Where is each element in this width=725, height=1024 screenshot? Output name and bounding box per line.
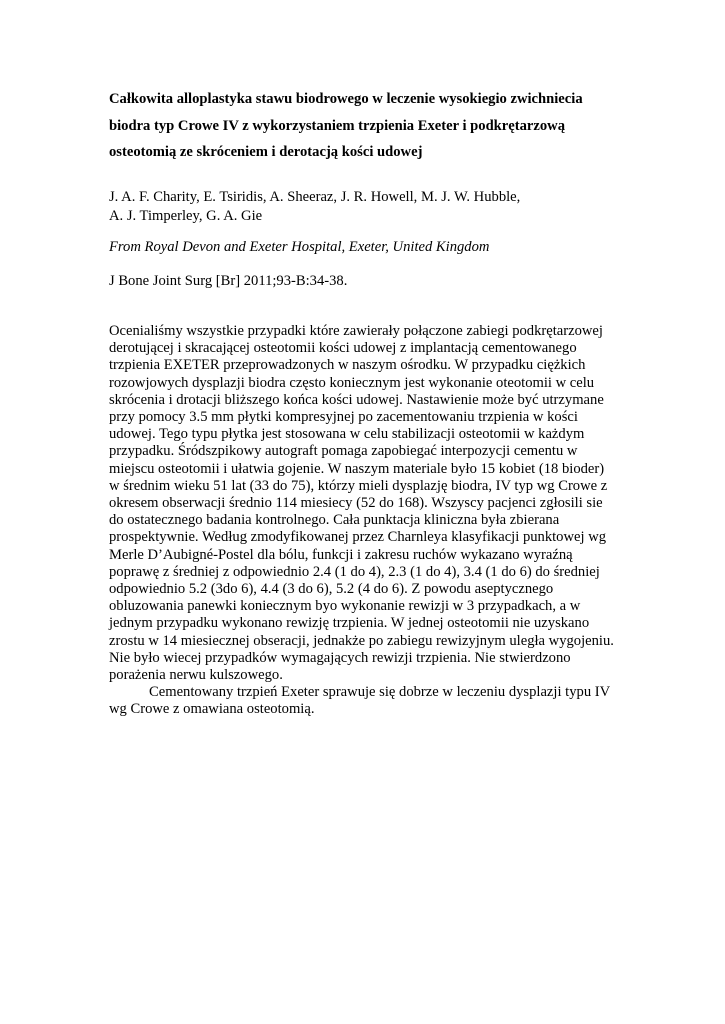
- title-line: Całkowita alloplastyka stawu biodrowego w leczenie wysokiegio zwichniecia: [109, 91, 583, 107]
- author-list: [109, 188, 629, 226]
- abstract-line: rozowjowych dysplazji biodra często koniecznym jest wykonanie oteotomii w celu: [109, 374, 595, 391]
- abstract-line: trzpienia EXETER przeprowadzonych w naszym ośrodku. W przypadku ciężkich: [109, 357, 586, 374]
- abstract-line: Nie było wiecej przypadków wymagających rewizji trzpienia. Nie stwierdzono: [109, 649, 571, 666]
- abstract-line: w średnim wieku 51 lat (33 do 75), którzy mieli dysplazję biodra, IV typ wg Crowe z: [109, 477, 608, 494]
- affiliation: From Royal Devon and Exeter Hospital, Exeter, United Kingdom: [109, 239, 490, 255]
- abstract-line: jednym przypadku wykonano rewizję trzpienia. W jednej osteotomii nie uzyskano: [109, 615, 590, 632]
- author-line: A. J. Timperley, G. A. Gie: [109, 208, 263, 224]
- abstract-line: udowej. Tego typu płytka jest stosowana w celu stabilizacji osteotomii w każdym: [109, 426, 585, 443]
- abstract-line: do ostatecznego badania kontrolnego. Cała punktacja kliniczna była zbierana: [109, 512, 560, 529]
- abstract-line: obluzowania panewki koniecznym byo wykonanie rewizji w 3 przypadkach, a w: [109, 598, 581, 615]
- abstract-line: przypadku. Śródszpikowy autograft pomaga zapobiegać interpozycji cementu w: [109, 443, 578, 460]
- abstract-line: miejscu osteotomii i ułatwia gojenie. W naszym materiale było 15 kobiet (18 bioder): [109, 460, 605, 477]
- abstract-line: Merle D’Aubigné-Postel dla bólu, funkcji i zakresu ruchów wykazano wyraźną: [109, 546, 573, 563]
- abstract-line: okresem obserwacji średnio 114 miesiecy (52 do 168). Wszyscy pacjenci zgłosili sie: [109, 495, 603, 512]
- abstract-line: Cementowany trzpień Exeter sprawuje się dobrze w leczeniu dysplazji typu IV: [149, 684, 611, 701]
- abstract-body: [109, 323, 629, 719]
- abstract-line: przy pomocy 3.5 mm płytki kompresyjnej po zacementowaniu trzpienia w kości: [109, 409, 578, 426]
- abstract-line: poprawę z średniej z odpowiednio 2.4 (1 do 4), 2.3 (1 do 4), 3.4 (1 do 6) do średniej: [109, 563, 600, 580]
- abstract-line: wg Crowe z omawiana osteotomią.: [109, 701, 315, 718]
- abstract-line: porażenia nerwu kulszowego.: [109, 667, 283, 684]
- abstract-line: Ocenialiśmy wszystkie przypadki które zawierały połączone zabiegi podkrętarzowej: [109, 323, 603, 339]
- abstract-line: derotującej i skracającej osteotomii kości udowej z implantacją cementowanego: [109, 340, 577, 357]
- title-line: biodra typ Crowe IV z wykorzystaniem trzpienia Exeter i podkrętarzową: [109, 117, 565, 134]
- abstract-line: odpowiednio 5.2 (3do 6), 4.4 (3 do 6), 5.2 (4 do 6). Z powodu aseptycznego: [109, 581, 554, 598]
- paper-title: [109, 86, 629, 166]
- abstract-line: prospektywnie. Według zmodyfikowanej przez Charnleya klasyfikacji punktowej wg: [109, 529, 607, 546]
- journal-citation: J Bone Joint Surg [Br] 2011;93-B:34-38.: [109, 273, 348, 289]
- abstract-line: zrostu w 14 miesiecznej obseracji, jednakże po zabiegu rewizyjnym uległa wygojeniu.: [109, 632, 614, 649]
- author-line: J. A. F. Charity, E. Tsiridis, A. Sheeraz, J. R. Howell, M. J. W. Hubble,: [109, 189, 521, 205]
- abstract-line: skrócenia i drotacji bliższego końca kości udowej. Nastawienie może być utrzymane: [109, 391, 604, 408]
- title-line: osteotomią ze skróceniem i derotacją kości udowej: [109, 144, 423, 160]
